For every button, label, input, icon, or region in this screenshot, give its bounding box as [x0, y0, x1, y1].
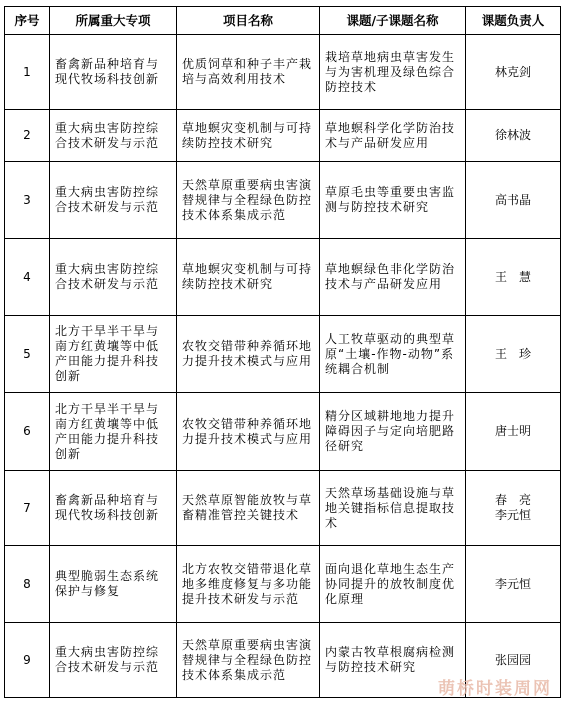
row-program: 重大病虫害防控综合技术研发与示范 [50, 623, 177, 698]
table-row [5, 110, 561, 162]
row-project: 农牧交错带种养循环地力提升技术模式与应用 [177, 393, 320, 471]
row-index: 7 [5, 471, 50, 546]
row-index: 6 [5, 393, 50, 471]
watermark: 萌桥时装周网 [438, 679, 552, 699]
project-table [4, 6, 561, 698]
row-index: 9 [5, 623, 50, 698]
row-program: 北方干旱半干旱与南方红黄壤等中低产田能力提升科技创新 [50, 393, 177, 471]
table-row [5, 316, 561, 393]
row-program: 重大病虫害防控综合技术研发与示范 [50, 239, 177, 316]
header-topic: 课题/子课题名称 [320, 7, 466, 35]
row-topic: 草地螟科学化学防治技术与产品研发应用 [320, 110, 466, 162]
header-project: 项目名称 [177, 7, 320, 35]
row-leader: 高书晶 [466, 162, 561, 239]
row-topic: 精分区域耕地地力提升障碍因子与定向培肥路径研究 [320, 393, 466, 471]
table-row [5, 393, 561, 471]
row-index: 2 [5, 110, 50, 162]
row-topic: 草原毛虫等重要虫害监测与防控技术研究 [320, 162, 466, 239]
row-index: 3 [5, 162, 50, 239]
row-leader: 张园园 [466, 623, 561, 698]
row-leader: 唐士明 [466, 393, 561, 471]
row-index: 1 [5, 35, 50, 110]
row-project: 天然草原重要病虫害演替规律与全程绿色防控技术体系集成示范 [177, 162, 320, 239]
table-row [5, 35, 561, 110]
row-project: 天然草原智能放牧与草畜精准管控关键技术 [177, 471, 320, 546]
row-project: 天然草原重要病虫害演替规律与全程绿色防控技术体系集成示范 [177, 623, 320, 698]
row-topic: 栽培草地病虫草害发生与为害机理及绿色综合防控技术 [320, 35, 466, 110]
row-program: 典型脆弱生态系统保护与修复 [50, 546, 177, 623]
row-project: 农牧交错带种养循环地力提升技术模式与应用 [177, 316, 320, 393]
row-leader: 徐林波 [466, 110, 561, 162]
row-project: 优质饲草和种子丰产栽培与高效利用技术 [177, 35, 320, 110]
table-row [5, 471, 561, 546]
row-topic: 人工牧草驱动的典型草原“土壤-作物-动物”系统耦合机制 [320, 316, 466, 393]
row-project: 北方农牧交错带退化草地多维度修复与多功能提升技术研发与示范 [177, 546, 320, 623]
header-leader: 课题负责人 [466, 7, 561, 35]
row-leader: 春 亮 李元恒 [466, 471, 561, 546]
row-program: 重大病虫害防控综合技术研发与示范 [50, 162, 177, 239]
row-topic: 草地螟绿色非化学防治技术与产品研发应用 [320, 239, 466, 316]
table-row [5, 239, 561, 316]
row-leader: 李元恒 [466, 546, 561, 623]
row-leader: 王 慧 [466, 239, 561, 316]
table-row [5, 162, 561, 239]
row-leader: 王 珍 [466, 316, 561, 393]
row-topic: 内蒙古牧草根腐病检测与防控技术研究 [320, 623, 466, 698]
row-topic: 面向退化草地生态生产协同提升的放牧制度优化原理 [320, 546, 466, 623]
row-project: 草地螟灾变机制与可持续防控技术研究 [177, 239, 320, 316]
row-index: 4 [5, 239, 50, 316]
row-leader: 林克剑 [466, 35, 561, 110]
row-index: 8 [5, 546, 50, 623]
header-program: 所属重大专项 [50, 7, 177, 35]
row-index: 5 [5, 316, 50, 393]
row-program: 畜禽新品种培育与现代牧场科技创新 [50, 35, 177, 110]
table-row [5, 546, 561, 623]
header-index: 序号 [5, 7, 50, 35]
row-project: 草地螟灾变机制与可持续防控技术研究 [177, 110, 320, 162]
table-header-row [5, 7, 561, 35]
row-program: 北方干旱半干旱与南方红黄壤等中低产田能力提升科技创新 [50, 316, 177, 393]
row-program: 畜禽新品种培育与现代牧场科技创新 [50, 471, 177, 546]
row-program: 重大病虫害防控综合技术研发与示范 [50, 110, 177, 162]
row-topic: 天然草场基础设施与草地关键指标信息提取技术 [320, 471, 466, 546]
